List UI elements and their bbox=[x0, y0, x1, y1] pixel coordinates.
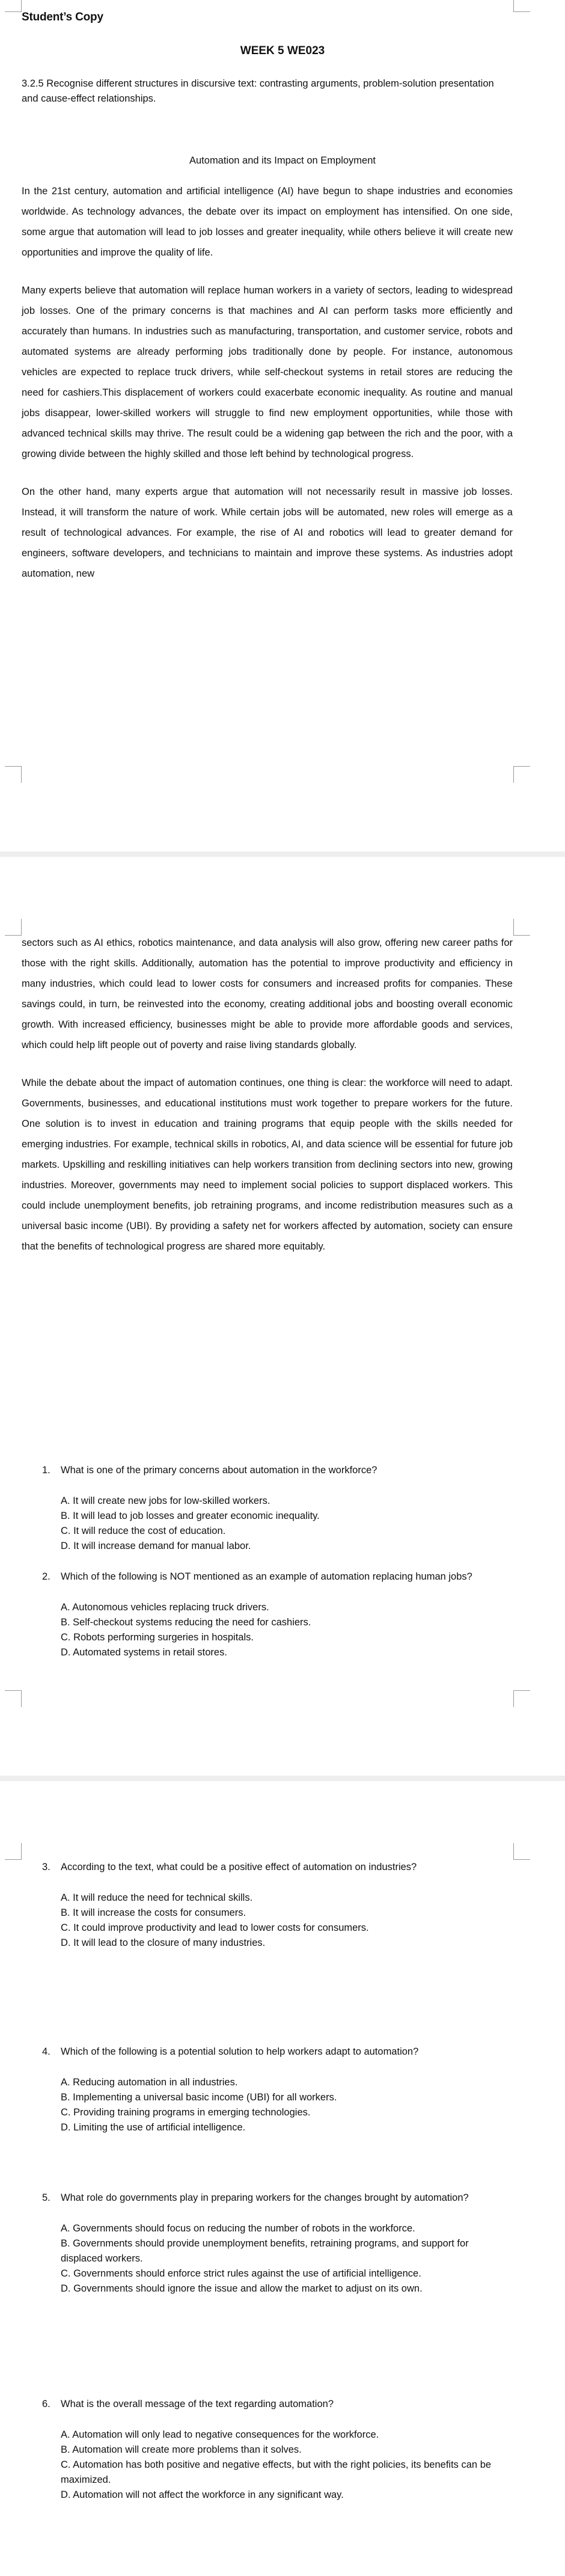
question-6 bbox=[42, 2397, 505, 2503]
margin-corner-mark bbox=[513, 766, 530, 783]
margin-corner-mark bbox=[513, 1843, 530, 1860]
answer-option-c[interactable]: C. It could improve productivity and lead to lower costs for consumers. bbox=[61, 1922, 369, 1933]
margin-corner-mark bbox=[5, 919, 22, 936]
question-number: 4. bbox=[42, 2046, 50, 2057]
question-2 bbox=[42, 1569, 505, 1660]
answer-options bbox=[61, 2221, 505, 2296]
margin-corner-mark bbox=[5, 0, 22, 12]
page-3 bbox=[0, 1781, 565, 2576]
passage-paragraph: Many experts believe that automation will replace human workers in a variety of sectors, leading to widespread job losses. One of the primary concerns is that machines and AI can perform tasks more efficiently and accurately than humans. In industries such as manufacturing, transportation, and customer service, robots and automated systems are already performing jobs traditionally done by people. For instance, autonomous vehicles are expected to replace truck drivers, while self-checkout systems in retail stores are reducing the need for cashiers.This displacement of workers could exacerbate economic inequality. As routine and manual jobs disappear, lower-skilled workers will struggle to find new employment opportunities, while those with advanced technical skills may thrive. The result could be a widening gap between the rich and the poor, with a growing divide between the highly skilled and those left behind by technological progress. bbox=[22, 285, 513, 459]
page-1 bbox=[0, 0, 565, 851]
answer-option-a[interactable]: A. It will create new jobs for low-skilled workers. bbox=[61, 1495, 270, 1506]
margin-corner-mark bbox=[5, 1843, 22, 1860]
passage-body-page-1 bbox=[22, 181, 513, 584]
question-text: Which of the following is NOT mentioned as an example of automation replacing human jobs? bbox=[61, 1571, 472, 1582]
passage-title: Automation and its Impact on Employment bbox=[189, 155, 376, 166]
question-number: 5. bbox=[42, 2192, 50, 2203]
margin-corner-mark bbox=[513, 0, 530, 12]
passage-paragraph: In the 21st century, automation and artificial intelligence (AI) have begun to shape industries and economies worldwide. As technology advances, the debate over its impact on employment has intensified. On one side, some argue that automation will lead to job losses and greater inequality, while others believe it will create new opportunities and improve the quality of life. bbox=[22, 186, 513, 258]
learning-objective: 3.2.5 Recognise different structures in discursive text: contrasting arguments, problem-solution presentation and cause-effect relationships. bbox=[22, 78, 494, 104]
answer-option-d[interactable]: D. Limiting the use of artificial intelligence. bbox=[61, 2122, 246, 2133]
week-title: WEEK 5 WE023 bbox=[240, 44, 325, 57]
question-number: 2. bbox=[42, 1571, 50, 1582]
answer-option-c[interactable]: C. Robots performing surgeries in hospitals. bbox=[61, 1632, 254, 1643]
answer-option-b[interactable]: B. Implementing a universal basic income (UBI) for all workers. bbox=[61, 2092, 337, 2103]
answer-options bbox=[61, 1600, 505, 1660]
question-text: What role do governments play in preparing workers for the changes brought by automation? bbox=[61, 2192, 469, 2203]
question-text: What is the overall message of the text regarding automation? bbox=[61, 2399, 334, 2409]
answer-options bbox=[61, 1494, 505, 1554]
answer-option-d[interactable]: D. Governments should ignore the issue and allow the market to adjust on its own. bbox=[61, 2283, 423, 2294]
page-break bbox=[0, 851, 565, 857]
answer-option-a[interactable]: A. Autonomous vehicles replacing truck drivers. bbox=[61, 1602, 269, 1613]
question-number: 3. bbox=[42, 1862, 50, 1872]
answer-option-d[interactable]: D. It will lead to the closure of many industries. bbox=[61, 1937, 266, 1948]
answer-options bbox=[61, 1891, 505, 1951]
page-2 bbox=[0, 857, 565, 1776]
answer-option-c[interactable]: C. Automation has both positive and negative effects, but with the right policies, its benefits can be maximized. bbox=[61, 2459, 492, 2485]
question-5 bbox=[42, 2191, 505, 2296]
answer-options bbox=[61, 2075, 505, 2135]
passage-paragraph: On the other hand, many experts argue that automation will not necessarily result in massive job losses. Instead, it will transform the nature of work. While certain jobs will be automated, new roles will emerge as a result of technological advances. For example, the rise of AI and robotics will lead to greater demand for engineers, software developers, and technicians to maintain and improve these systems. As industries adopt automation, new bbox=[22, 486, 513, 579]
answer-option-c[interactable]: C. Providing training programs in emerging technologies. bbox=[61, 2107, 311, 2118]
answer-options bbox=[61, 2427, 505, 2503]
answer-option-a[interactable]: A. Automation will only lead to negative consequences for the workforce. bbox=[61, 2429, 379, 2440]
question-number: 1. bbox=[42, 1465, 50, 1476]
question-3 bbox=[42, 1860, 505, 1951]
question-text: According to the text, what could be a positive effect of automation on industries? bbox=[61, 1862, 417, 1872]
answer-option-d[interactable]: D. Automated systems in retail stores. bbox=[61, 1647, 227, 1658]
page-break bbox=[0, 1776, 565, 1781]
answer-option-b[interactable]: B. It will increase the costs for consumers. bbox=[61, 1907, 246, 1918]
margin-corner-mark bbox=[5, 1690, 22, 1707]
passage-paragraph: sectors such as AI ethics, robotics maintenance, and data analysis will also grow, offering new career paths for those with the right skills. Additionally, automation has the potential to improve productivity and efficiency in many industries, which could lead to lower costs for consumers and increased profits for companies. These savings could, in turn, be reinvested into the economy, creating additional jobs and boosting overall economic growth. With increased efficiency, businesses might be able to provide more affordable goods and services, which could help lift people out of poverty and raise living standards globally. bbox=[22, 937, 513, 1050]
answer-option-c[interactable]: C. Governments should enforce strict rules against the use of artificial intelligence. bbox=[61, 2268, 421, 2279]
question-number: 6. bbox=[42, 2399, 50, 2409]
answer-option-b[interactable]: B. Automation will create more problems than it solves. bbox=[61, 2444, 302, 2455]
passage-body-page-2 bbox=[22, 933, 513, 1257]
margin-corner-mark bbox=[5, 766, 22, 783]
answer-option-a[interactable]: A. It will reduce the need for technical skills. bbox=[61, 1892, 253, 1903]
answer-option-b[interactable]: B. It will lead to job losses and greater economic inequality. bbox=[61, 1510, 320, 1521]
answer-option-b[interactable]: B. Self-checkout systems reducing the need for cashiers. bbox=[61, 1617, 311, 1628]
question-4 bbox=[42, 2044, 505, 2135]
document-label: Student’s Copy bbox=[22, 11, 103, 23]
passage-paragraph: While the debate about the impact of automation continues, one thing is clear: the workforce will need to adapt. Governments, businesses, and educational institutions must work together to prepare workers for the future. One solution is to invest in education and training programs that equip people with the skills needed for emerging industries. For example, technical skills in robotics, AI, and data science will be essential for future job markets. Upskilling and reskilling initiatives can help workers transition from declining sectors into new, growing industries. Moreover, governments may need to implement social policies to support displaced workers. This could include unemployment benefits, job retraining programs, and income redistribution measures such as a universal basic income (UBI). By providing a safety net for workers affected by automation, society can ensure that the benefits of technological progress are shared more equitably. bbox=[22, 1078, 513, 1252]
margin-corner-mark bbox=[513, 919, 530, 936]
answer-option-c[interactable]: C. It will reduce the cost of education. bbox=[61, 1526, 226, 1536]
answer-option-b[interactable]: B. Governments should provide unemployment benefits, retraining programs, and support for displaced workers. bbox=[61, 2238, 469, 2264]
question-text: Which of the following is a potential solution to help workers adapt to automation? bbox=[61, 2046, 419, 2057]
answer-option-d[interactable]: D. It will increase demand for manual labor. bbox=[61, 1541, 251, 1551]
question-text: What is one of the primary concerns about automation in the workforce? bbox=[61, 1465, 377, 1476]
answer-option-a[interactable]: A. Governments should focus on reducing the number of robots in the workforce. bbox=[61, 2223, 415, 2234]
answer-option-d[interactable]: D. Automation will not affect the workforce in any significant way. bbox=[61, 2489, 344, 2500]
question-1 bbox=[42, 1463, 505, 1554]
margin-corner-mark bbox=[513, 1690, 530, 1707]
answer-option-a[interactable]: A. Reducing automation in all industries. bbox=[61, 2077, 238, 2088]
